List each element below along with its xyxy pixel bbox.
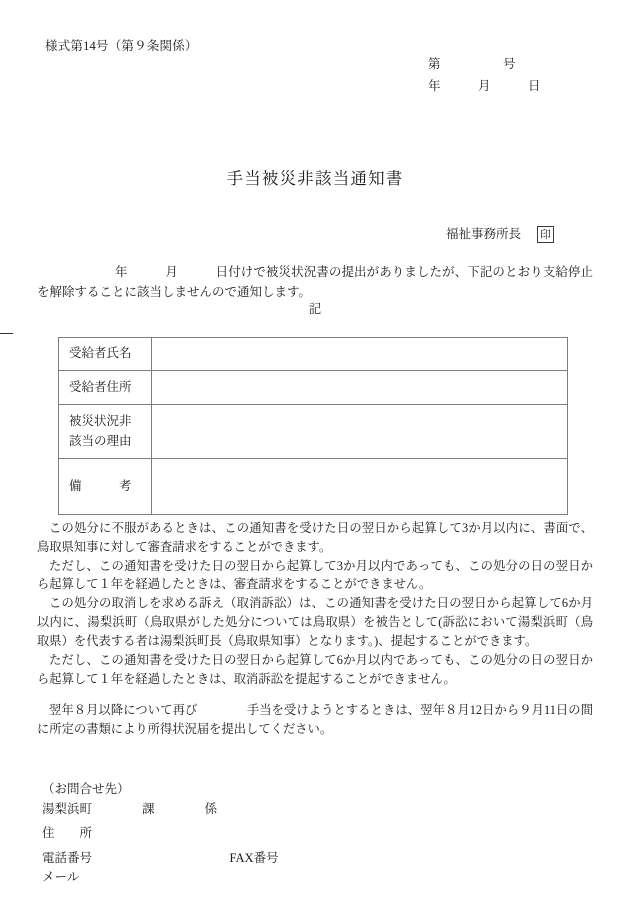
document-number-field: 第 号 bbox=[428, 57, 516, 71]
paragraph-spacer bbox=[37, 688, 593, 701]
notice-paragraph-1: この処分に不服があるときは、この通知書を受けた日の翌日から起算して3か月以内に、書面で、鳥取県知事に対して審査請求をすることができます。 bbox=[37, 521, 593, 554]
contact-mail-label: メール bbox=[42, 870, 80, 884]
closing-notice-paragraph: 翌年８月以降について再び 手当を受けようとするときは、翌年８月12日から９月11日の間に所定の書類により所得状況届を提出してください。 bbox=[37, 703, 593, 737]
legal-notices bbox=[37, 519, 593, 739]
crop-mark bbox=[0, 333, 13, 334]
form-number: 様式第14号（第９条関係） bbox=[45, 39, 198, 53]
row-label: 被災状況非 該当の理由 bbox=[59, 405, 152, 459]
contact-address-label: 住 所 bbox=[42, 826, 93, 840]
notice-paragraph-2: ただし、この通知書を受けた日の翌日から起算して3か月以内であっても、この処分の日の翌日から起算して１年を経過したときは、審査請求をすることができません。 bbox=[37, 558, 593, 592]
recipient-address-input[interactable] bbox=[152, 371, 568, 405]
document-date-field: 年 月 日 bbox=[428, 79, 541, 93]
issuer-line bbox=[446, 226, 554, 243]
contact-block bbox=[42, 783, 279, 884]
table-row bbox=[59, 405, 568, 459]
recipient-form-table bbox=[58, 337, 568, 515]
contact-office: 湯梨浜町 課 係 bbox=[42, 801, 218, 816]
page-title: 手当被災非該当通知書 bbox=[226, 169, 404, 188]
notice-paragraph-3: この処分の取消しを求める訴え（取消訴訟）は、この通知書を受けた日の翌日から起算して6か月以内に、湯梨浜町（鳥取県がした処分については鳥取県）を被告として(訴訟において湯梨浜町（鳥取県）を代表する者は湯梨浜町長（鳥取県知事）となります。)、提起することができます。 bbox=[37, 596, 593, 648]
recipient-name-input[interactable] bbox=[152, 338, 568, 371]
row-label: 受給者氏名 bbox=[59, 338, 152, 371]
notice-paragraph-4: ただし、この通知書を受けた日の翌日から起算して6か月以内であっても、この処分の日の翌日から起算して１年を経過したときは、取消訴訟を提起することができません。 bbox=[37, 652, 593, 686]
contact-phone-fax: 電話番号 FAX番号 bbox=[42, 850, 279, 865]
table-row bbox=[59, 338, 568, 371]
table-row bbox=[59, 371, 568, 405]
contact-heading: （お問合せ先） bbox=[42, 782, 130, 796]
row-label: 備 考 bbox=[59, 459, 152, 515]
intro-paragraph: 年 月 日付けで被災状況書の提出がありましたが、下記のとおり支給停止を解除することに該当しませんので通知します。 bbox=[37, 265, 593, 300]
table-row bbox=[59, 459, 568, 515]
remarks-input[interactable] bbox=[152, 459, 568, 515]
ki-marker: 記 bbox=[308, 302, 322, 316]
issuer-name: 福祉事務所長 bbox=[446, 227, 522, 242]
seal-stamp-icon: 印 bbox=[537, 226, 554, 243]
row-label: 受給者住所 bbox=[59, 371, 152, 405]
reason-input[interactable] bbox=[152, 405, 568, 459]
